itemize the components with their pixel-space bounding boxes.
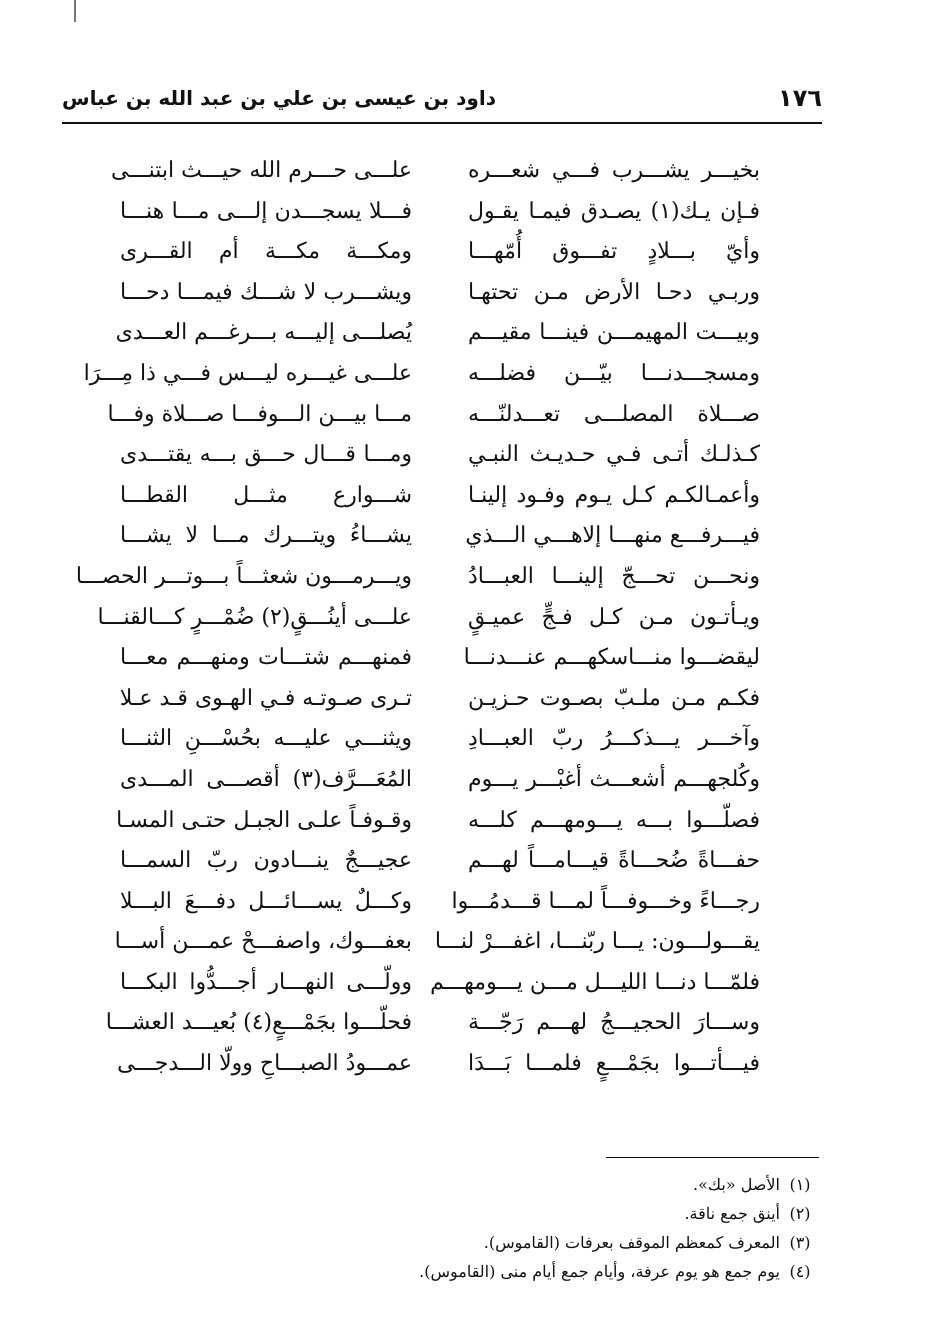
footnote	[330, 1199, 820, 1228]
verse-second-hemistich: ومـــا قـــال حـــق بـــه يقتـــدى	[120, 442, 412, 468]
verse-first-hemistich: وربـي دحـا الأرض مـن تحتهـا	[468, 279, 760, 305]
verse-second-hemistich: شـــوارع مثـــل القطـــا	[120, 482, 412, 508]
footnote-number: (٣)	[789, 1233, 811, 1252]
verse-first-hemistich: حفـــاةً ضُحـــاةً قيـــامـــاً لهـــم	[468, 848, 760, 874]
verse-second-hemistich: وقـوفـاً علـى الجبـل حتـى المسـا	[116, 807, 412, 833]
verse-first-hemistich: وأعمـالكـم كـل يـوم وفـود إلينـا	[468, 482, 760, 508]
verse-line	[105, 1003, 760, 1044]
verse-line	[75, 557, 760, 598]
verse-second-hemistich: علـــى غيـــره ليـــس فـــي ذا مِـــرَا	[83, 360, 412, 386]
verse-first-hemistich: وآخـــر يـــذكـــرُ ربّ العبـــادِ	[468, 726, 760, 752]
verse-first-hemistich: كـذلـك أتـى فـي حـديـث النبـي	[468, 442, 760, 468]
header-rule	[62, 122, 822, 124]
verse-line	[116, 801, 760, 842]
verse-second-hemistich: فحلّـــوا بجَمْـــعٍ(٤) بُعيـــد العشـــا	[105, 1010, 412, 1036]
verse-line	[115, 313, 760, 354]
verse-line	[120, 476, 760, 517]
verse-second-hemistich: علـــى أينُـــقٍ(٢) ضُمْـــرٍ كـــالقنـــا	[97, 604, 412, 630]
verse-second-hemistich: وكـــلٌ يســـائـــل دفـــعَ البـــلا	[120, 888, 412, 914]
verse-first-hemistich: وبيـــت المهيمـــن فينـــا مقيـــم	[468, 320, 760, 346]
verse-second-hemistich: المُعَـــرَّف(٣) أقصـــى المـــدى	[120, 766, 412, 792]
verse-first-hemistich: فـإن يـك(١) يصـدق فيمـا يقـول	[468, 198, 760, 224]
verse-second-hemistich: بعفـــوك، واصفـــحْ عمـــن أســـا	[114, 929, 412, 955]
footnote-separator	[606, 1157, 819, 1158]
running-title: داود بن عيسى بن علي بن عبد الله بن عباس	[62, 86, 496, 110]
poem	[75, 151, 760, 1085]
verse-line	[120, 638, 760, 679]
verse-second-hemistich: عمـــودُ الصبـــاحِ وولّا الـــدجـــى	[117, 1051, 412, 1077]
verse-line	[120, 719, 760, 760]
verse-line	[120, 273, 760, 314]
verse-first-hemistich: ليقضـــوا منـــاسكهـــم عنـــدنـــا	[463, 645, 760, 671]
verse-first-hemistich: وأيّ بـــلادٍ تفـــوق أُمّهـــا	[468, 239, 760, 265]
verse-first-hemistich: بخيـــر يشـــرب فـــي شعـــره	[468, 158, 760, 183]
footnote-text: يوم جمع هو يوم عرفة، وأيام جمع أيام منى (القاموس).	[419, 1262, 780, 1281]
verse-first-hemistich: فصلّـــوا بـــه يـــومهـــم كلـــه	[468, 807, 760, 833]
scan-edge-mark	[74, 0, 76, 22]
verse-second-hemistich: يُصلـــى إليـــه بـــرغـــم العـــدى	[115, 320, 412, 346]
verse-first-hemistich: وســـارَ الحجيـــجُ لهـــم رَجّـــة	[468, 1010, 760, 1036]
page-number: ١٧٦	[778, 84, 822, 112]
verse-line	[120, 963, 760, 1004]
verse-line	[120, 841, 760, 882]
verse-second-hemistich: ويـــرمـــون شعثـــاً بـــوتـــر الحصـــا	[75, 563, 412, 589]
footnote	[330, 1257, 820, 1286]
footnote	[330, 1228, 820, 1257]
verse-second-hemistich: علـــى حـــرم الله حيـــث ابتنـــى	[110, 158, 412, 183]
verse-first-hemistich: ويـأتـون مـن كـل فـجٍّ عميـقٍ	[468, 604, 760, 630]
verse-second-hemistich: عجيـــجٌ ينـــادون ربّ السمـــا	[120, 848, 412, 874]
verse-line	[120, 435, 760, 476]
verse-first-hemistich: صـــلاة المصلـــى تعـــدلنّـــه	[468, 401, 760, 427]
footnote-number: (٢)	[789, 1204, 811, 1223]
verse-first-hemistich: ونحـــن تحـــجّ إلينـــا العبـــادُ	[468, 563, 760, 589]
verse-line	[120, 760, 760, 801]
verse-second-hemistich: ومكـــة مكـــة أم القـــرى	[120, 239, 412, 265]
verse-line	[97, 598, 760, 639]
verse-first-hemistich: يقـــولـــون: يـــا ربّنـــا، اغفـــرْ لنـــا	[434, 929, 760, 955]
verse-line	[83, 354, 760, 395]
verse-line	[120, 232, 760, 273]
footnote-number: (٤)	[789, 1262, 811, 1281]
verse-second-hemistich: ويشـــرب لا شـــك فيمـــا دحـــا	[120, 279, 412, 305]
verse-second-hemistich: فمنهـــم شتـــات ومنهـــم معـــا	[120, 645, 412, 671]
footnote-text: أينق جمع ناقة.	[684, 1204, 780, 1223]
verse-first-hemistich: ومسجـــدنـــا بيّـــن فضلـــه	[468, 360, 760, 386]
verse-line	[107, 395, 760, 436]
verse-first-hemistich: فيـــرفـــع منهـــا إلاهـــي الـــذي	[465, 523, 760, 549]
page-header	[62, 82, 822, 116]
verse-second-hemistich: وولّـــى النهـــار أجـــدُّوا البكـــا	[120, 969, 412, 995]
verse-line	[120, 192, 760, 233]
verse-second-hemistich: فـــلا يسجـــدن إلـــى مـــا هنـــا	[120, 198, 412, 224]
verse-first-hemistich: وكُلجهـــم أشعـــث أغبْـــر يـــوم	[468, 766, 760, 792]
verse-first-hemistich: رجـــاءً وخـــوفـــاً لمـــا قـــدمُـــوا	[451, 888, 760, 914]
verse-line	[120, 679, 760, 720]
verse-line	[114, 922, 760, 963]
verse-first-hemistich: فكـم مـن ملـبّ بصـوت حـزيـن	[468, 685, 760, 711]
footnotes	[330, 1170, 820, 1286]
footnote-text: الأصل «بك».	[693, 1175, 780, 1194]
verse-line	[120, 516, 760, 557]
verse-second-hemistich: ويثنـــي عليـــه بحُسْـــنِ الثنـــا	[120, 726, 412, 752]
verse-line	[117, 1044, 760, 1085]
verse-second-hemistich: مـــا بيـــن الـــوفـــا صـــلاة وفـــا	[107, 401, 412, 427]
verse-line	[120, 882, 760, 923]
footnote-text: المعرف كمعظم الموقف بعرفات (القاموس).	[483, 1233, 780, 1252]
footnote	[330, 1170, 820, 1199]
verse-first-hemistich: فيـــأتـــوا بجَمْـــعٍ فلمـــا بَـــدَا	[468, 1051, 760, 1077]
verse-first-hemistich: فلمّـــا دنـــا الليـــل مـــن يـــومهـــم	[430, 969, 760, 995]
footnote-number: (١)	[789, 1175, 811, 1194]
verse-second-hemistich: تـرى صـوتـه فـي الهـوى قـد عـلا	[119, 685, 412, 711]
verse-second-hemistich: يشـــاءُ ويتـــرك مـــا لا يشـــا	[120, 523, 412, 549]
verse-line	[110, 151, 760, 192]
